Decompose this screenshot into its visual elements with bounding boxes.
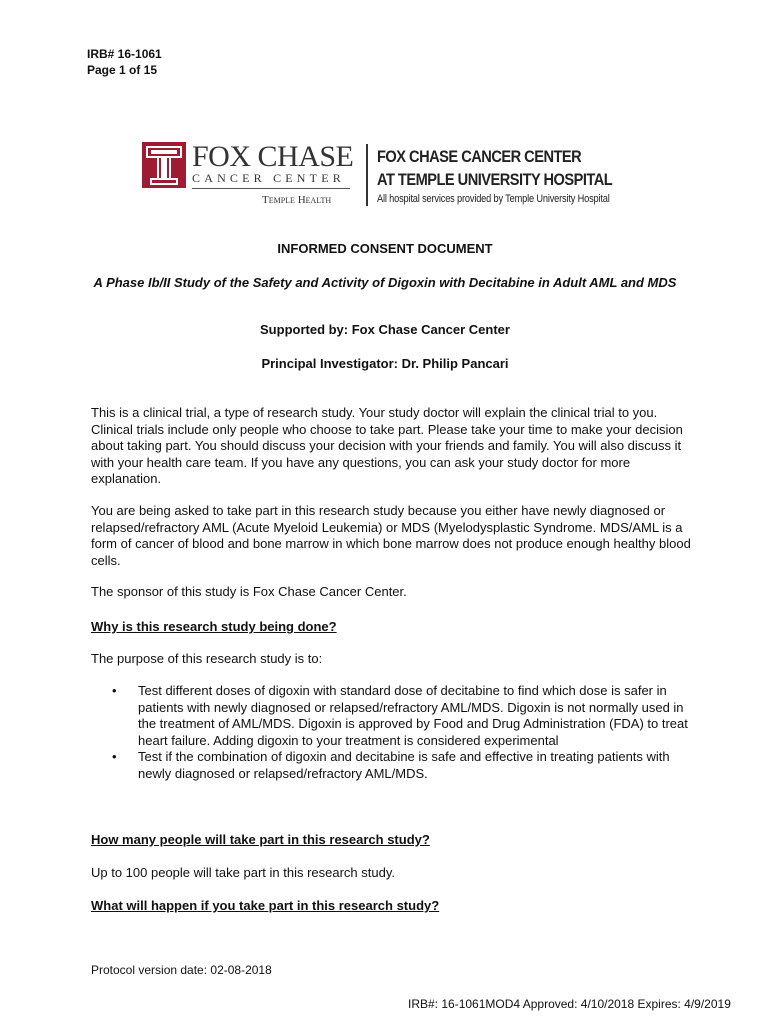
bullet-icon: • [112, 683, 117, 698]
study-title: A Phase Ib/II Study of the Safety and Activity of Digoxin with Decitabine in Adult AML and MDS [93, 275, 677, 290]
list-item: • Test different doses of digoxin with standard dose of decitabine to find which dose is safer in patients with newly diagnosed or relapsed/refractory AML/MDS. Digoxin is not normally used in the treatment of AML/MDS. Digoxin is approved by Food and Drug Administration (FDA) to treat heart failure. Adding digoxin to your treatment is considered experimental [112, 683, 688, 748]
supported-by: Supported by: Fox Chase Cancer Center [260, 322, 510, 337]
sponsor-paragraph: The sponsor of this study is Fox Chase Cancer Center. [91, 584, 407, 599]
purpose-list [112, 683, 692, 782]
eligibility-paragraph: You are being asked to take part in this research study because you either have newly diagnosed or relapsed/refractory AML (Acute Myeloid Leukemia) or MDS (Myelodysplastic Syndrome. MDS/AML is a form of cancer of blood and bone marrow in which bone marrow does not produce enough healthy blood cells. [91, 503, 691, 568]
document-title: INFORMED CONSENT DOCUMENT [277, 241, 493, 256]
section-heading-what-happens: What will happen if you take part in this research study? [91, 898, 440, 913]
section-heading-how-many: How many people will take part in this research study? [91, 832, 430, 847]
page-header [87, 46, 162, 78]
protocol-version: Protocol version date: 02-08-2018 [91, 963, 272, 977]
principal-investigator: Principal Investigator: Dr. Philip Pancari [261, 356, 509, 371]
logo-name-sub: CANCER CENTER [192, 171, 345, 185]
temple-t-icon [142, 142, 186, 188]
list-item: • Test if the combination of digoxin and decitabine is safe and effective in treating patients with newly diagnosed or relapsed/refractory AML/MDS. [112, 749, 670, 781]
hospital-affiliation [377, 145, 654, 205]
bullet-icon: • [112, 749, 117, 764]
irb-number: IRB# 16-1061 [87, 47, 162, 61]
logo-rule [192, 188, 350, 189]
logo-name-main: FOX CHASE [192, 140, 354, 173]
intro-paragraph: This is a clinical trial, a type of research study. Your study doctor will explain the clinical trial to you. Clinical trials include only people who choose to take part. Please take your time to make your decision about taking part. You should discuss your decision with your friends and family. You will also discuss it with your health care team. If you have any questions, you can ask your study doctor for more explanation. [91, 405, 683, 486]
page-number: Page 1 of 15 [87, 63, 158, 77]
affiliation-line-1: FOX CHASE CANCER CENTER [377, 147, 582, 166]
irb-approval: IRB#: 16-1061MOD4 Approved: 4/10/2018 Expires: 4/9/2019 [408, 997, 731, 1011]
affiliation-line-3: All hospital services provided by Temple University Hospital [377, 193, 610, 205]
participant-count: Up to 100 people will take part in this research study. [91, 865, 395, 880]
section-heading-why: Why is this research study being done? [91, 619, 337, 634]
logo-divider [366, 144, 368, 206]
fox-chase-logo [142, 142, 352, 208]
affiliation-line-2: AT TEMPLE UNIVERSITY HOSPITAL [377, 170, 613, 189]
purpose-intro: The purpose of this research study is to: [91, 651, 323, 666]
logo-parent: Temple Health [262, 194, 332, 206]
